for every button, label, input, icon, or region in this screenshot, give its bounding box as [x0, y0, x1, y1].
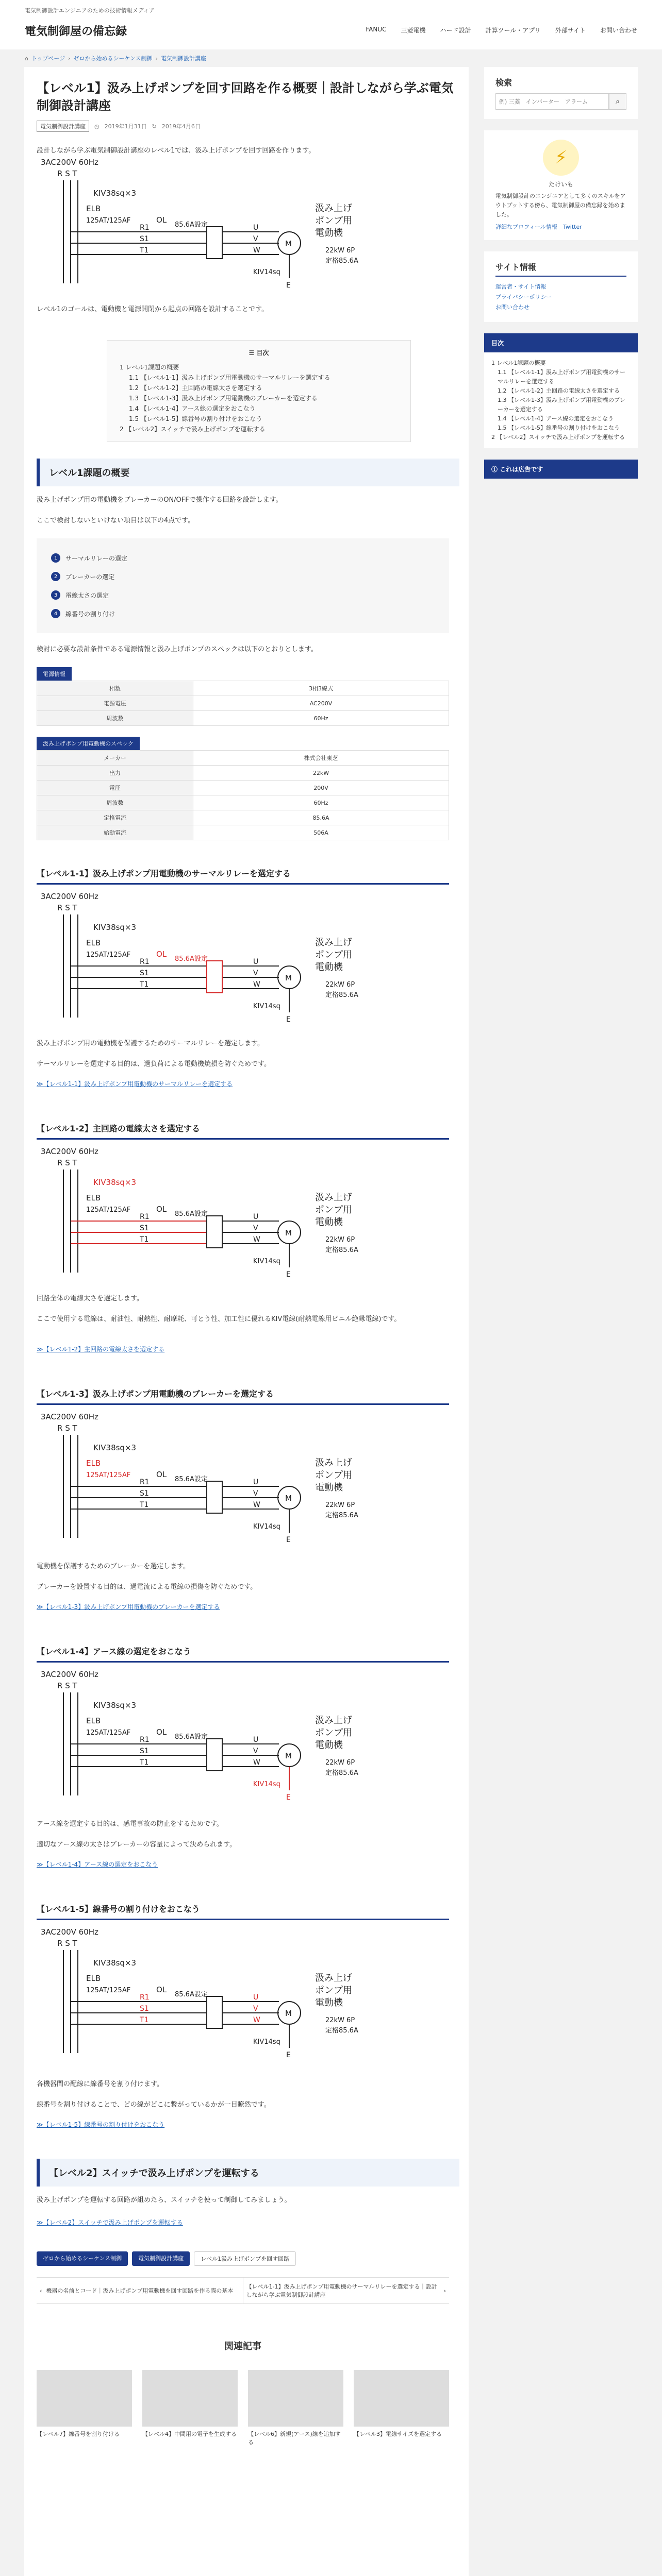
wire-label: KIV38sq×3	[93, 189, 137, 198]
elb-label: ELB	[86, 1459, 101, 1468]
section-1-1-text-1: 汲み上げポンプ用の電動機を保護するためのサーマルリレーを選定します。	[37, 1040, 264, 1047]
ol-setting-label: 85.6A設定	[175, 1210, 208, 1218]
motor-spec-label: 22kW 6P	[325, 1501, 355, 1509]
refresh-icon: ↻	[152, 123, 157, 130]
checklist-item: 3 電線太さの選定	[51, 586, 435, 604]
section2-link[interactable]: ≫【レベル2】スイッチで汲み上げポンプを運転する	[37, 2219, 183, 2226]
nav-item-contact[interactable]: お問い合わせ	[600, 27, 637, 34]
table-row: 始動電流 506A	[37, 825, 449, 840]
supply-label: 3AC200V 60Hz	[41, 1670, 98, 1679]
pump-spec-table	[37, 750, 449, 840]
section1-text-3: 検討に必要な設計条件である電源情報と汲み上げポンプのスペックは以下のとおりとします。	[37, 646, 318, 653]
chevron-right-icon: ›	[443, 2287, 446, 2294]
wire-number-label: S1	[140, 1224, 149, 1232]
table-row: 周波数 60Hz	[37, 711, 449, 726]
section-heading-1-2: 【レベル1-2】主回路の電線太さを選定する	[37, 1118, 449, 1140]
chevron-right-icon: ›	[68, 55, 71, 62]
section1-text-2: ここで検討しないといけない項目は以下の4点です。	[37, 517, 195, 524]
siteinfo-link[interactable]: 運営者・サイト情報	[495, 283, 547, 290]
overload-relay	[207, 227, 222, 259]
section-1-4-text-2: 適切なアース線の太さはブレーカーの容量によって決められます。	[37, 1841, 237, 1849]
terminal-label: W	[253, 2016, 260, 2024]
table-row: 出力 22kW	[37, 766, 449, 781]
motor-name-label: 汲み上げ	[315, 1192, 352, 1203]
nav-item-tools[interactable]: 計算ツール・アプリ	[485, 27, 541, 34]
tag-list	[37, 2251, 296, 2266]
elb-rating-label: 125AT/125AF	[86, 951, 131, 959]
toc-item-1-2[interactable]: 1.2 【レベル1-2】主回路の電線太さを選定する	[129, 384, 262, 392]
site-header	[0, 0, 662, 49]
terminal-label: V	[253, 1489, 258, 1498]
terminal-label: U	[253, 1993, 259, 2002]
info-icon: ⓘ	[491, 466, 500, 473]
author-profile-link[interactable]: 詳細なプロフィール情報	[495, 224, 557, 230]
elb-label: ELB	[86, 1974, 101, 1983]
sidebar-toc-item[interactable]: 1.1 【レベル1-1】汲み上げポンプ用電動機のサーマルリレーを選定する	[498, 369, 625, 385]
wire-number-label: S1	[140, 1747, 149, 1755]
sidebar-toc-title: 目次	[484, 333, 638, 352]
search-icon: ⌕	[616, 97, 620, 105]
terminal-label: W	[253, 980, 260, 989]
related-thumbnail	[354, 2370, 449, 2427]
toc-item-1-4[interactable]: 1.4 【レベル1-4】アース線の選定をおこなう	[129, 405, 256, 412]
wire-number-label: T1	[140, 1501, 149, 1509]
phase-label: R S T	[57, 1423, 77, 1433]
siteinfo-widget	[484, 251, 638, 322]
ground-label: E	[286, 281, 291, 290]
terminal-label: U	[253, 1213, 259, 1221]
related-card[interactable]: 【レベル4】中間用の電子を生成する	[142, 2370, 238, 2446]
supply-label: 3AC200V 60Hz	[41, 1147, 98, 1156]
motor-m-label: M	[285, 2009, 292, 2018]
related-card[interactable]: 【レベル3】電線サイズを選定する	[354, 2370, 449, 2446]
list-icon: ☰	[249, 349, 257, 357]
wire-number-label: R1	[140, 1478, 150, 1486]
motor-name-label: 電動機	[315, 1217, 343, 1228]
sidebar-toc-item[interactable]: 1.5 【レベル1-5】線番号の割り付けをおこなう	[498, 425, 620, 431]
ol-label: OL	[156, 1470, 167, 1479]
sidebar-toc-widget	[484, 333, 638, 448]
section-1-2-text-2: ここで使用する電線は、耐油性、耐熱性、耐摩耗、可とう性、加工性に優れるKIV電線(耐熱電線用ビニル絶縁電線)です。	[37, 1315, 401, 1323]
overload-relay	[207, 1996, 222, 2028]
motor-name-label: 電動機	[315, 1997, 343, 2008]
terminal-label: V	[253, 969, 258, 977]
motor-m-label: M	[285, 1751, 292, 1760]
wire-label: KIV38sq×3	[93, 1178, 137, 1187]
motor-name-label: 汲み上げ	[315, 1458, 352, 1468]
wire-number-label: T1	[140, 1758, 149, 1767]
phase-label: R S T	[57, 1158, 77, 1167]
section-1-3-link[interactable]: ≫【レベル1-3】汲み上げポンプ用電動機のブレーカーを選定する	[37, 1603, 220, 1611]
section-1-3-text-2: ブレーカーを設置する目的は、過電流による電線の損傷を防ぐためです。	[37, 1583, 257, 1591]
terminal-label: V	[253, 235, 258, 243]
toc-item-2[interactable]: 2 【レベル2】スイッチで汲み上げポンプを運転する	[120, 426, 266, 433]
wire-number-label: S1	[140, 969, 149, 977]
checklist	[37, 538, 449, 633]
table-of-contents	[107, 340, 411, 442]
terminal-label: V	[253, 2005, 258, 2013]
tag-item[interactable]: レベル1汲み上げポンプを回す回路	[194, 2251, 296, 2266]
section-heading-1-4: 【レベル1-4】アース線の選定をおこなう	[37, 1641, 449, 1663]
ground-wire-label: KIV14sq	[253, 1523, 280, 1531]
motor-spec-label: 定格85.6A	[325, 1246, 358, 1254]
ground-label: E	[286, 2051, 291, 2059]
search-input[interactable]	[495, 93, 609, 110]
wire-number-label: T1	[140, 2016, 149, 2024]
ground-wire-label: KIV14sq	[253, 1003, 280, 1010]
terminal-label: U	[253, 958, 259, 966]
power-info-label: 電源情報	[37, 667, 72, 681]
motor-spec-label: 定格85.6A	[325, 1769, 358, 1777]
siteinfo-link[interactable]: お問い合わせ	[495, 304, 529, 311]
clock-icon: ◷	[94, 123, 100, 130]
goal-text: レベル1のゴールは、電動機と電源開閉から起点の回路を設計することです。	[37, 306, 268, 313]
breadcrumb-category[interactable]: ゼロから始めるシーケンス制御	[73, 55, 153, 62]
motor-name-label: 汲み上げ	[315, 203, 352, 214]
wire-number-label: R1	[140, 1213, 150, 1221]
wire-number-label: R1	[140, 958, 150, 966]
ol-label: OL	[156, 950, 167, 959]
table-row: 周波数 60Hz	[37, 795, 449, 810]
motor-name-label: 汲み上げ	[315, 937, 352, 948]
motor-name-label: 汲み上げ	[315, 1973, 352, 1984]
section-1-5-text-2: 線番号を割り付けることで、どの線がどこに繋がっているかが一目瞭然です。	[37, 2101, 271, 2109]
ol-setting-label: 85.6A設定	[175, 1991, 208, 1998]
search-button[interactable]	[609, 93, 626, 110]
section-1-1-text-2: サーマルリレーを選定する目的は、過負荷による電動機焼損を防ぐためです。	[37, 1060, 271, 1068]
motor-name-label: 電動機	[315, 962, 343, 973]
motor-name-label: ポンプ用	[315, 1727, 352, 1738]
phase-label: R S T	[57, 1681, 77, 1690]
prev-article-link[interactable]: ‹ 機器の名前とコード｜汲み上げポンプ用電動機を回す回路を作る際の基本	[37, 2278, 243, 2303]
motor-name-label: 電動機	[315, 1740, 343, 1751]
pump-spec-block	[37, 737, 449, 840]
motor-name-label: ポンプ用	[315, 1985, 352, 1996]
related-thumbnail	[142, 2370, 238, 2427]
wire-number-label: T1	[140, 980, 149, 989]
prev-next-nav	[37, 2277, 449, 2304]
motor-spec-label: 22kW 6P	[325, 1759, 355, 1767]
tag-item[interactable]: 電気制御設計講座	[132, 2251, 190, 2266]
elb-rating-label: 125AT/125AF	[86, 1987, 131, 1994]
wire-number-label: R1	[140, 1736, 150, 1744]
nav-item-mitsubishi[interactable]: 三菱電機	[401, 27, 426, 34]
motor-name-label: ポンプ用	[315, 1205, 352, 1215]
circuit-diagram-thermal	[37, 889, 387, 1028]
terminal-label: U	[253, 224, 259, 232]
wire-number-label: S1	[140, 2005, 149, 2013]
author-name: たけいも	[548, 181, 573, 188]
ol-setting-label: 85.6A設定	[175, 1476, 208, 1483]
ground-label: E	[286, 1793, 291, 1802]
author-text: 電気制御設計のエンジニアとして多くのスキルをアウトプットする傍ら、電気制御屋の備忘録を始めました。	[495, 193, 626, 218]
nav-item-external[interactable]: 外部サイト	[555, 27, 586, 34]
ol-setting-label: 85.6A設定	[175, 955, 208, 963]
breadcrumb-subcategory[interactable]: 電気制御設計講座	[160, 55, 206, 62]
ol-setting-label: 85.6A設定	[175, 221, 208, 229]
supply-label: 3AC200V 60Hz	[41, 1927, 98, 1937]
table-row: 相数 3相3線式	[37, 681, 449, 696]
elb-rating-label: 125AT/125AF	[86, 1206, 131, 1214]
intro-text: 設計しながら学ぶ電気制御設計講座のレベル1では、汲み上げポンプを回す回路を作ります。	[37, 147, 316, 155]
category-label[interactable]: 電気制御設計講座	[37, 121, 89, 132]
terminal-label: W	[253, 246, 260, 255]
wire-number-label: T1	[140, 1235, 149, 1244]
wire-number-label: R1	[140, 1993, 150, 2002]
section-1-2-text-1: 回路全体の電線太さを選定します。	[37, 1295, 143, 1302]
section-heading-1-1: 【レベル1-1】汲み上げポンプ用電動機のサーマルリレーを選定する	[37, 863, 449, 885]
ol-label: OL	[156, 1205, 167, 1214]
elb-label: ELB	[86, 1716, 101, 1725]
section-1-5-link[interactable]: ≫【レベル1-5】線番号の割り付けをおこなう	[37, 2121, 165, 2128]
circuit-diagram-wire-numbers	[37, 1924, 387, 2063]
section-heading-level2: 【レベル2】スイッチで汲み上げポンプを運転する	[37, 2159, 459, 2187]
phase-label: R S T	[57, 169, 77, 178]
toc-title: ☰ 目次	[249, 349, 269, 357]
power-info-block	[37, 667, 449, 726]
nav-item-hardware[interactable]: ハード設計	[440, 27, 471, 34]
section-1-2-link[interactable]: ≫【レベル1-2】主回路の電線太さを選定する	[37, 1346, 165, 1353]
toc-item-1-5[interactable]: 1.5 【レベル1-5】線番号の割り付けをおこなう	[129, 415, 262, 422]
table-row: 電圧 200V	[37, 781, 449, 795]
phase-label: R S T	[57, 1939, 77, 1948]
wire-number-label: R1	[140, 224, 150, 232]
search-title: 検索	[495, 78, 512, 88]
supply-label: 3AC200V 60Hz	[41, 892, 98, 901]
table-row: 電源電圧 AC200V	[37, 696, 449, 711]
motor-m-label: M	[285, 239, 292, 248]
ground-wire-label: KIV14sq	[253, 2038, 280, 2046]
circuit-diagram-overview	[37, 155, 387, 294]
date-published: 2019年1月31日	[104, 123, 147, 130]
ground-wire-label: KIV14sq	[253, 268, 280, 276]
motor-spec-label: 22kW 6P	[325, 247, 355, 255]
checklist-item: 1 サーマルリレーの選定	[51, 549, 435, 567]
elb-rating-label: 125AT/125AF	[86, 1729, 131, 1737]
site-tagline: 電気制御設計エンジニアのための技術情報メディア	[25, 7, 155, 14]
site-logo[interactable]: 電気制御屋の備忘録	[25, 25, 127, 38]
related-list	[37, 2370, 449, 2446]
sidebar-toc-item[interactable]: 1.2 【レベル1-2】主回路の電線太さを選定する	[498, 387, 620, 394]
motor-name-label: 電動機	[315, 228, 343, 239]
power-info-table	[37, 681, 449, 726]
supply-label: 3AC200V 60Hz	[41, 158, 98, 167]
ol-setting-label: 85.6A設定	[175, 1733, 208, 1741]
motor-spec-label: 定格85.6A	[325, 1512, 358, 1519]
section-1-3-text-1: 電動機を保護するためのブレーカーを選定します。	[37, 1563, 190, 1570]
terminal-label: V	[253, 1747, 258, 1755]
article-title: 【レベル1】汲み上げポンプを回す回路を作る概要｜設計しながら学ぶ電気制御設計講座	[37, 81, 454, 113]
related-thumbnail	[37, 2370, 132, 2427]
overload-relay	[207, 961, 222, 993]
circuit-diagram-ground	[37, 1667, 387, 1806]
wire-label: KIV38sq×3	[93, 923, 137, 932]
breadcrumb	[0, 49, 662, 67]
checklist-item: 4 線番号の割り付け	[51, 604, 435, 623]
motor-m-label: M	[285, 973, 292, 982]
motor-name-label: ポンプ用	[315, 215, 352, 226]
elb-rating-label: 125AT/125AF	[86, 217, 131, 225]
author-twitter-link[interactable]: Twitter	[562, 224, 582, 230]
related-card[interactable]: 【レベル7】線番号を割り付ける	[37, 2370, 132, 2446]
terminal-label: W	[253, 1758, 260, 1767]
overload-relay	[207, 1739, 222, 1771]
global-nav	[366, 26, 637, 35]
section-1-4-text-1: アース線を選定する目的は、感電事故の防止をするためです。	[37, 1820, 223, 1828]
elb-label: ELB	[86, 938, 101, 947]
wire-label: KIV38sq×3	[93, 1701, 137, 1710]
wire-label: KIV38sq×3	[93, 1443, 137, 1452]
motor-name-label: 汲み上げ	[315, 1715, 352, 1726]
wire-number-label: S1	[140, 1489, 149, 1498]
breadcrumb-home[interactable]: トップページ	[31, 55, 65, 62]
toc-item-1[interactable]: 1 レベル1課題の概要	[120, 364, 179, 371]
ground-label: E	[286, 1270, 291, 1279]
terminal-label: U	[253, 1736, 259, 1744]
elb-label: ELB	[86, 204, 101, 213]
circuit-diagram-breaker	[37, 1409, 387, 1548]
phase-label: R S T	[57, 903, 77, 912]
section-1-5-text-1: 各機器間の配線に線番号を割り付けます。	[37, 2080, 163, 2088]
section-1-4-link[interactable]: ≫【レベル1-4】アース線の選定をおこなう	[37, 1861, 158, 1868]
lightning-icon: ⚡	[543, 140, 579, 176]
section-heading-level1: レベル1課題の概要	[37, 459, 459, 486]
checklist-item: 2 ブレーカーの選定	[51, 567, 435, 586]
motor-name-label: ポンプ用	[315, 1470, 352, 1481]
section-heading-1-5: 【レベル1-5】線番号の割り付けをおこなう	[37, 1899, 449, 1920]
ground-label: E	[286, 1536, 291, 1544]
wire-label: KIV38sq×3	[93, 1958, 137, 1968]
supply-label: 3AC200V 60Hz	[41, 1412, 98, 1421]
terminal-label: V	[253, 1224, 258, 1232]
home-icon: ⌂	[25, 55, 28, 62]
section-1-1-link[interactable]: ≫【レベル1-1】汲み上げポンプ用電動機のサーマルリレーを選定する	[37, 1080, 233, 1088]
ground-wire-label: KIV14sq	[253, 1781, 280, 1788]
siteinfo-title: サイト情報	[495, 261, 626, 277]
siteinfo-link[interactable]: プライバシーポリシー	[495, 294, 552, 300]
sidebar-toc-item[interactable]: 2 【レベル2】スイッチで汲み上げポンプを運転する	[491, 434, 625, 440]
elb-label: ELB	[86, 1193, 101, 1202]
section2-text: 汲み上げポンプを運転する回路が組めたら、スイッチを使って制御してみましょう。	[37, 2196, 291, 2204]
sidebar	[484, 67, 638, 479]
ol-label: OL	[156, 1985, 167, 1994]
motor-m-label: M	[285, 1228, 292, 1238]
date-updated: 2019年4月6日	[161, 123, 201, 130]
motor-name-label: 電動機	[315, 1482, 343, 1493]
table-row: メーカー 株式会社東芝	[37, 751, 449, 766]
nav-item-fanuc[interactable]: FANUC	[366, 26, 387, 33]
search-widget	[484, 67, 638, 119]
toc-item-1-1[interactable]: 1.1 【レベル1-1】汲み上げポンプ用電動機のサーマルリレーを選定する	[129, 374, 330, 381]
terminal-label: W	[253, 1235, 260, 1244]
table-row: 定格電流 85.6A	[37, 810, 449, 825]
motor-spec-label: 定格85.6A	[325, 991, 358, 999]
motor-name-label: ポンプ用	[315, 950, 352, 960]
ol-label: OL	[156, 215, 167, 225]
motor-spec-label: 22kW 6P	[325, 2016, 355, 2024]
related-thumbnail	[248, 2370, 343, 2427]
sidebar-toc-item[interactable]: 1 レベル1課題の概要	[491, 360, 546, 366]
toc-item-1-3[interactable]: 1.3 【レベル1-3】汲み上げポンプ用電動機のブレーカーを選定する	[129, 395, 318, 402]
circuit-diagram-wire	[37, 1144, 387, 1283]
article-meta	[37, 121, 456, 132]
related-heading: 関連記事	[224, 2341, 261, 2352]
motor-spec-label: 22kW 6P	[325, 981, 355, 989]
overload-relay	[207, 1481, 222, 1513]
next-article-link[interactable]: 【レベル1-1】汲み上げポンプ用電動機のサーマルリレーを選定する｜設計しながら学ぶ電気制御設計講座 ›	[246, 2283, 446, 2298]
tag-item[interactable]: ゼロから始めるシーケンス制御	[37, 2251, 128, 2266]
wire-number-label: T1	[140, 246, 149, 255]
sidebar-toc-item[interactable]: 1.3 【レベル1-3】汲み上げポンプ用電動機のブレーカーを選定する	[498, 397, 625, 413]
author-widget	[484, 130, 638, 240]
section-heading-1-3: 【レベル1-3】汲み上げポンプ用電動機のブレーカーを選定する	[37, 1383, 449, 1405]
terminal-label: U	[253, 1478, 259, 1486]
motor-spec-label: 定格85.6A	[325, 257, 358, 265]
motor-spec-label: 22kW 6P	[325, 1236, 355, 1244]
sidebar-toc-item[interactable]: 1.4 【レベル1-4】アース線の選定をおこなう	[498, 415, 614, 422]
section1-text-1: 汲み上げポンプ用の電動機をブレーカーのON/OFFで操作する回路を設計します。	[37, 496, 283, 504]
wire-number-label: S1	[140, 235, 149, 243]
motor-spec-label: 定格85.6A	[325, 2027, 358, 2035]
motor-m-label: M	[285, 1494, 292, 1503]
overload-relay	[207, 1216, 222, 1248]
pump-spec-label: 汲み上げポンプ用電動機のスペック	[37, 737, 140, 750]
related-card[interactable]: 【レベル6】新規(アース)線を追加する	[248, 2370, 343, 2446]
ground-wire-label: KIV14sq	[253, 1258, 280, 1265]
chevron-left-icon: ‹	[40, 2287, 42, 2294]
elb-rating-label: 125AT/125AF	[86, 1471, 131, 1479]
ground-label: E	[286, 1015, 291, 1024]
chevron-right-icon: ›	[155, 55, 158, 62]
terminal-label: W	[253, 1501, 260, 1509]
ol-label: OL	[156, 1727, 167, 1737]
ad-notice: ⓘ これは広告です	[484, 460, 638, 479]
article	[24, 67, 469, 2576]
